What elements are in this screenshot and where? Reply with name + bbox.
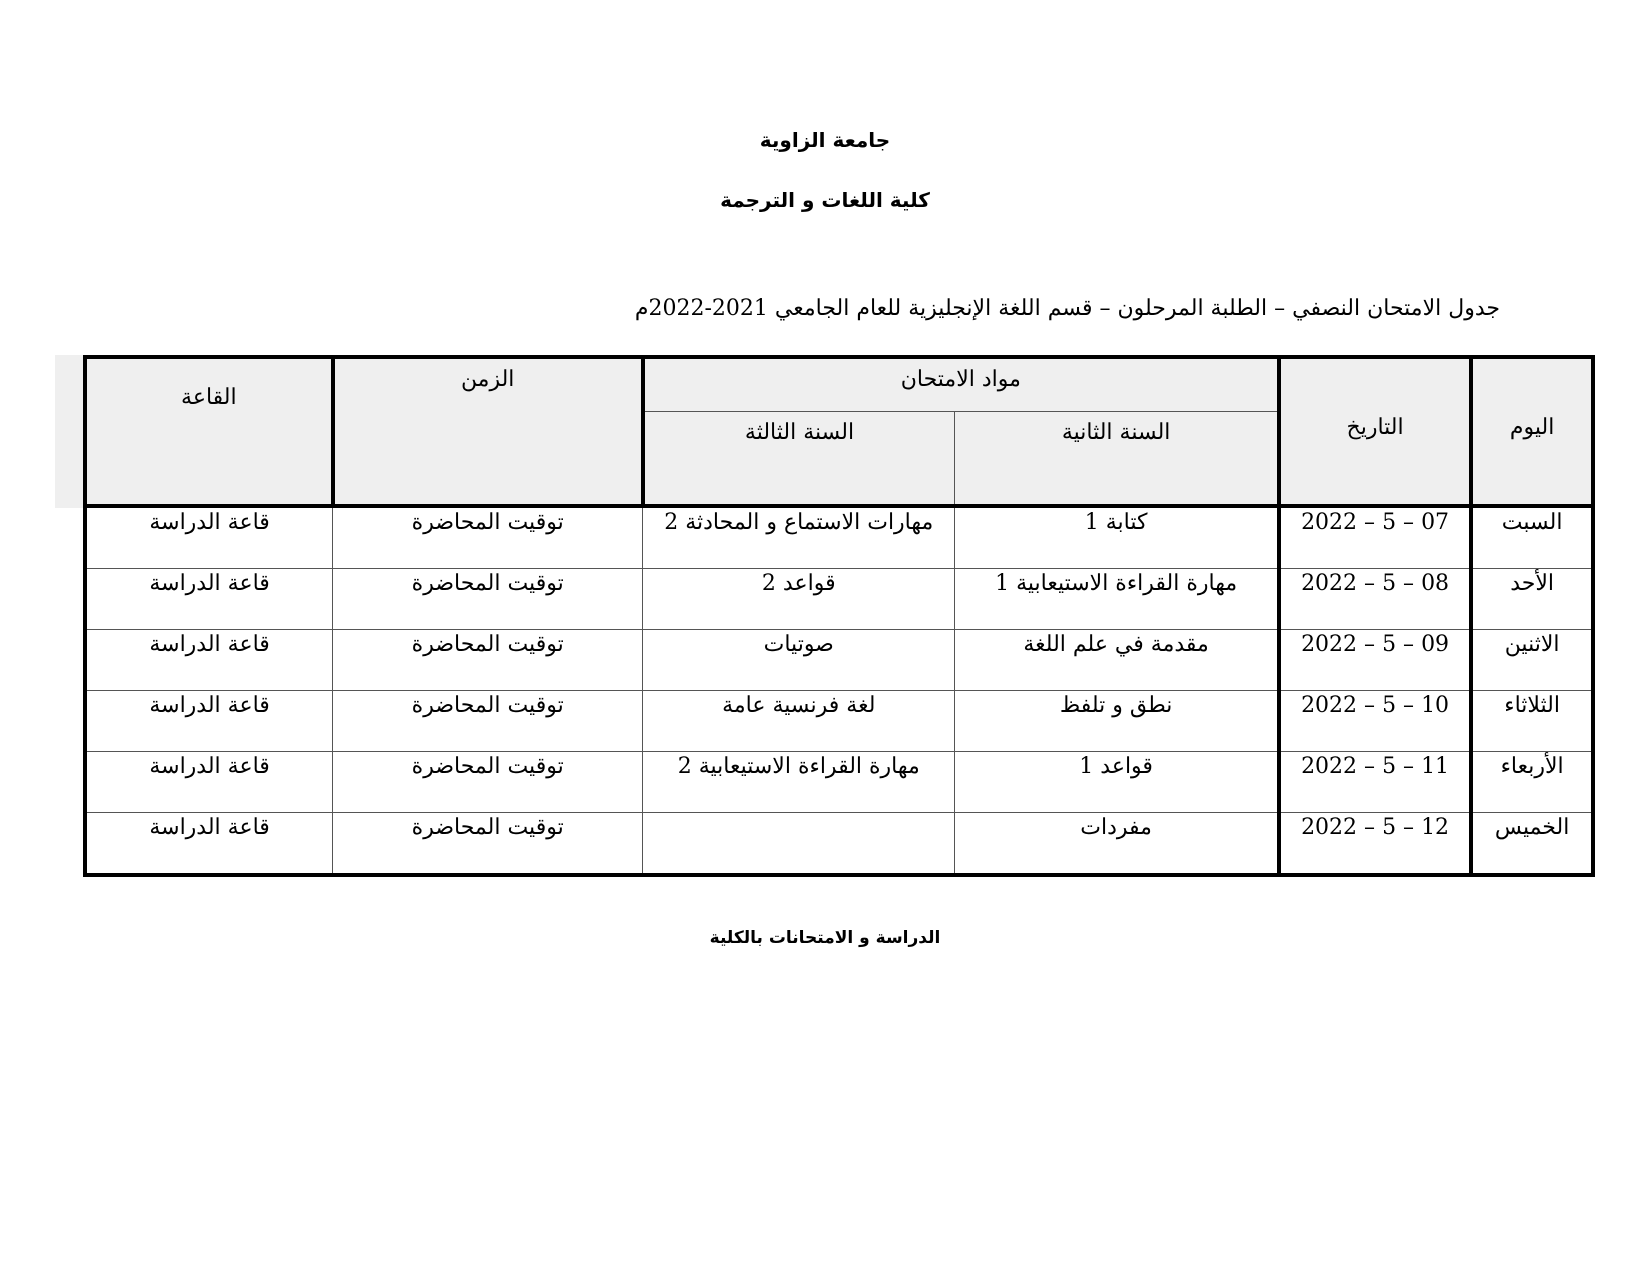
cell-date: 08 – 5 – 2022 (1279, 569, 1471, 630)
cell-time: توقيت المحاضرة (333, 691, 643, 752)
cell-second-year: مهارة القراءة الاستيعابية 1 (955, 569, 1279, 630)
table-row (85, 752, 1593, 813)
table-row (85, 569, 1593, 630)
cell-date: 07 – 5 – 2022 (1279, 506, 1471, 569)
table-row (85, 691, 1593, 752)
cell-third-year (643, 813, 955, 876)
header-time: الزمن (333, 357, 643, 506)
cell-day: الأربعاء (1471, 752, 1593, 813)
header-third-year: السنة الثالثة (643, 411, 955, 506)
header-day: اليوم (1471, 357, 1593, 506)
cell-second-year: نطق و تلفظ (955, 691, 1279, 752)
header-date: التاريخ (1279, 357, 1471, 506)
cell-date: 10 – 5 – 2022 (1279, 691, 1471, 752)
cell-time: توقيت المحاضرة (333, 752, 643, 813)
cell-time: توقيت المحاضرة (333, 506, 643, 569)
cell-day: الثلاثاء (1471, 691, 1593, 752)
cell-date: 09 – 5 – 2022 (1279, 630, 1471, 691)
cell-third-year: مهارة القراءة الاستيعابية 2 (643, 752, 955, 813)
university-name: جامعة الزاوية (759, 128, 891, 152)
cell-day: الاثنين (1471, 630, 1593, 691)
cell-date: 11 – 5 – 2022 (1279, 752, 1471, 813)
cell-time: توقيت المحاضرة (333, 569, 643, 630)
cell-day: السبت (1471, 506, 1593, 569)
cell-hall: قاعة الدراسة (85, 813, 333, 876)
cell-hall: قاعة الدراسة (85, 691, 333, 752)
schedule-title: جدول الامتحان النصفي – الطلبة المرحلون – قسم اللغة الإنجليزية للعام الجامعي 2021-2022م (634, 296, 1500, 321)
table-header (85, 357, 1593, 506)
cell-hall: قاعة الدراسة (85, 506, 333, 569)
cell-third-year: لغة فرنسية عامة (643, 691, 955, 752)
cell-date: 12 – 5 – 2022 (1279, 813, 1471, 876)
cell-hall: قاعة الدراسة (85, 569, 333, 630)
faculty-name: كلية اللغات و الترجمة (720, 188, 930, 212)
cell-second-year: كتابة 1 (955, 506, 1279, 569)
cell-second-year: مقدمة في علم اللغة (955, 630, 1279, 691)
header-hall: القاعة (85, 357, 333, 506)
cell-third-year: قواعد 2 (643, 569, 955, 630)
cell-hall: قاعة الدراسة (85, 630, 333, 691)
cell-day: الأحد (1471, 569, 1593, 630)
table-body (85, 506, 1593, 875)
header-second-year: السنة الثانية (955, 411, 1279, 506)
table-row (85, 630, 1593, 691)
header-subjects: مواد الامتحان (643, 357, 1279, 411)
cell-hall: قاعة الدراسة (85, 752, 333, 813)
table-row (85, 813, 1593, 876)
cell-second-year: مفردات (955, 813, 1279, 876)
cell-third-year: مهارات الاستماع و المحادثة 2 (643, 506, 955, 569)
cell-day: الخميس (1471, 813, 1593, 876)
footer-note: الدراسة و الامتحانات بالكلية (709, 928, 941, 948)
cell-time: توقيت المحاضرة (333, 813, 643, 876)
exam-schedule-table (83, 355, 1595, 877)
cell-second-year: قواعد 1 (955, 752, 1279, 813)
cell-time: توقيت المحاضرة (333, 630, 643, 691)
table-row (85, 506, 1593, 569)
cell-third-year: صوتيات (643, 630, 955, 691)
